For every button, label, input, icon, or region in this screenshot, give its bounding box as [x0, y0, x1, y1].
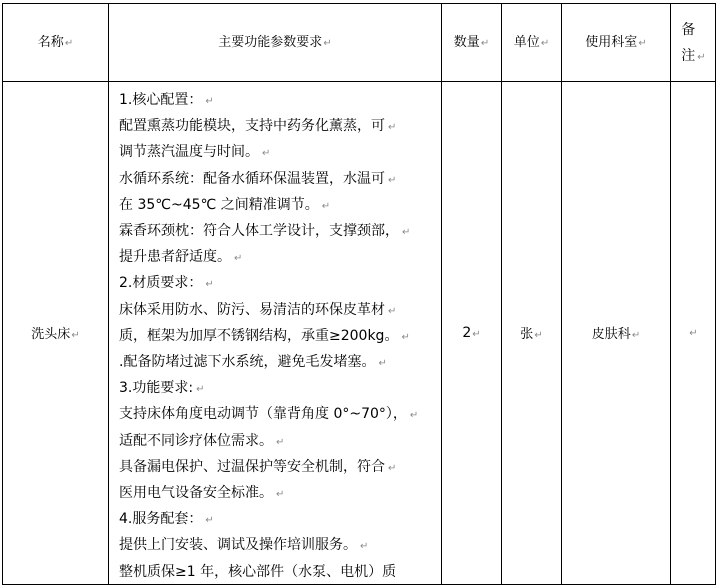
row-unit: 张 — [520, 327, 534, 343]
spec-line — [119, 350, 437, 376]
spec-line-text: 质，框架为加厚不锈钢结构，承重≥200kg。 — [119, 327, 399, 344]
row-remark-cell — [671, 82, 716, 585]
paragraph-mark-icon: ↵ — [689, 328, 698, 340]
header-name-cell — [3, 4, 109, 82]
spec-line-text: 调节蒸汽温度与时间。 — [119, 144, 259, 161]
header-remark-cell — [671, 4, 716, 82]
paragraph-mark-icon: ↵ — [388, 174, 397, 186]
spec-line-text: 提供上门安装、调试及操作培训服务。 — [119, 537, 357, 554]
row-unit-cell — [502, 82, 562, 585]
paragraph-mark-icon: ↵ — [71, 330, 80, 342]
paragraph-mark-icon: ↵ — [388, 462, 397, 474]
spec-line-text: 医用电气设备安全标准。 — [119, 485, 273, 502]
spec-line — [119, 560, 437, 584]
spec-line-text: 支持床体角度电动调节（靠背角度 0°~70°）， — [119, 406, 407, 423]
spec-line — [119, 455, 437, 481]
paragraph-mark-icon: ↵ — [697, 51, 706, 63]
paragraph-mark-icon: ↵ — [360, 541, 369, 553]
header-unit: 单位 — [513, 34, 540, 50]
paragraph-mark-icon: ↵ — [402, 227, 411, 239]
spec-line — [119, 167, 437, 193]
paragraph-mark-icon: ↵ — [205, 96, 214, 107]
spec-line — [119, 376, 437, 402]
spec-line — [119, 271, 437, 297]
header-qty: 数量 — [453, 34, 480, 50]
spec-line — [119, 193, 437, 219]
spec-line-text: 在 35℃~45℃ 之间精准调节。 — [119, 196, 319, 213]
row-spec-cell — [109, 82, 442, 585]
spec-line-text: 霖香环颈枕：符合人体工学设计，支撑颈部， — [119, 223, 399, 240]
header-spec-cell — [109, 4, 442, 82]
spec-line-text: 提升患者舒适度。 — [119, 249, 231, 266]
table-header-row — [3, 4, 716, 82]
paragraph-mark-icon: ↵ — [388, 122, 397, 134]
row-qty-cell — [442, 82, 502, 585]
spec-line — [119, 533, 437, 559]
spec-line — [119, 219, 437, 245]
row-name: 洗头床 — [31, 327, 71, 343]
table-row — [3, 82, 716, 585]
paragraph-mark-icon: ↵ — [323, 37, 332, 49]
paragraph-mark-icon: ↵ — [64, 37, 74, 49]
paragraph-mark-icon: ↵ — [378, 358, 387, 370]
paragraph-mark-icon: ↵ — [409, 410, 419, 422]
spec-line — [119, 298, 437, 324]
spec-line-text: 具备漏电保护、过温保护等安全机制，符合 — [119, 458, 385, 475]
spec-table — [2, 3, 716, 585]
spec-line-text: 整机质保≥1 年，核心部件（水泵、电机）质 — [119, 563, 397, 580]
paragraph-mark-icon: ↵ — [276, 436, 285, 448]
spec-line — [119, 402, 437, 428]
paragraph-mark-icon: ↵ — [540, 37, 550, 49]
paragraph-mark-icon: ↵ — [262, 148, 271, 160]
paragraph-mark-icon: ↵ — [534, 330, 543, 342]
spec-line-text: 3.功能要求: — [119, 380, 194, 397]
spec-line — [119, 245, 437, 271]
header-dept: 使用科室 — [585, 34, 638, 50]
spec-line — [119, 114, 437, 140]
paragraph-mark-icon: ↵ — [234, 253, 243, 265]
spec-line-text: 配置熏蒸功能模块，支持中药务化薰蒸，可 — [119, 118, 385, 135]
spec-line-text: 4.服务配套： — [119, 511, 203, 528]
header-name: 名称 — [37, 34, 64, 50]
spec-line-text: 2.材质要求： — [119, 275, 203, 292]
paragraph-mark-icon: ↵ — [401, 331, 410, 343]
row-name-cell — [3, 82, 109, 585]
header-qty-cell — [442, 4, 502, 82]
paragraph-mark-icon: ↵ — [638, 37, 647, 49]
spec-line — [119, 140, 437, 166]
spec-line-text: 适配不同诊疗体位需求。 — [119, 432, 273, 449]
paragraph-mark-icon: ↵ — [388, 305, 397, 317]
header-remark: 备注 — [681, 21, 696, 64]
paragraph-mark-icon: ↵ — [472, 328, 481, 340]
spec-line-text: 1.核心配置： — [119, 92, 203, 108]
header-unit-cell — [502, 4, 562, 82]
spec-line-text: 床体采用防水、防污、易清洁的环保皮革材 — [119, 301, 385, 318]
spec-line — [119, 481, 437, 507]
paragraph-mark-icon: ↵ — [205, 515, 214, 527]
paragraph-mark-icon: ↵ — [631, 330, 641, 342]
header-spec: 主要功能参数要求 — [218, 34, 323, 50]
paragraph-mark-icon: ↵ — [480, 37, 490, 49]
row-dept-cell — [562, 82, 671, 585]
spec-line — [119, 507, 437, 533]
paragraph-mark-icon: ↵ — [321, 200, 331, 212]
spec-line — [119, 429, 437, 455]
spec-line-text: 水循环系统：配备水循环保温装置，水温可 — [119, 170, 385, 187]
spec-lines — [109, 82, 441, 584]
spec-line — [119, 324, 437, 350]
row-dept: 皮肤科 — [591, 327, 631, 343]
spec-line-text: .配备防堵过滤下水系统，避免毛发堵塞。 — [119, 354, 376, 371]
header-dept-cell — [562, 4, 671, 82]
paragraph-mark-icon: ↵ — [196, 384, 205, 396]
paragraph-mark-icon: ↵ — [276, 489, 285, 501]
paragraph-mark-icon: ↵ — [205, 279, 214, 291]
row-qty: 2 — [462, 324, 472, 341]
spec-line — [119, 88, 437, 114]
